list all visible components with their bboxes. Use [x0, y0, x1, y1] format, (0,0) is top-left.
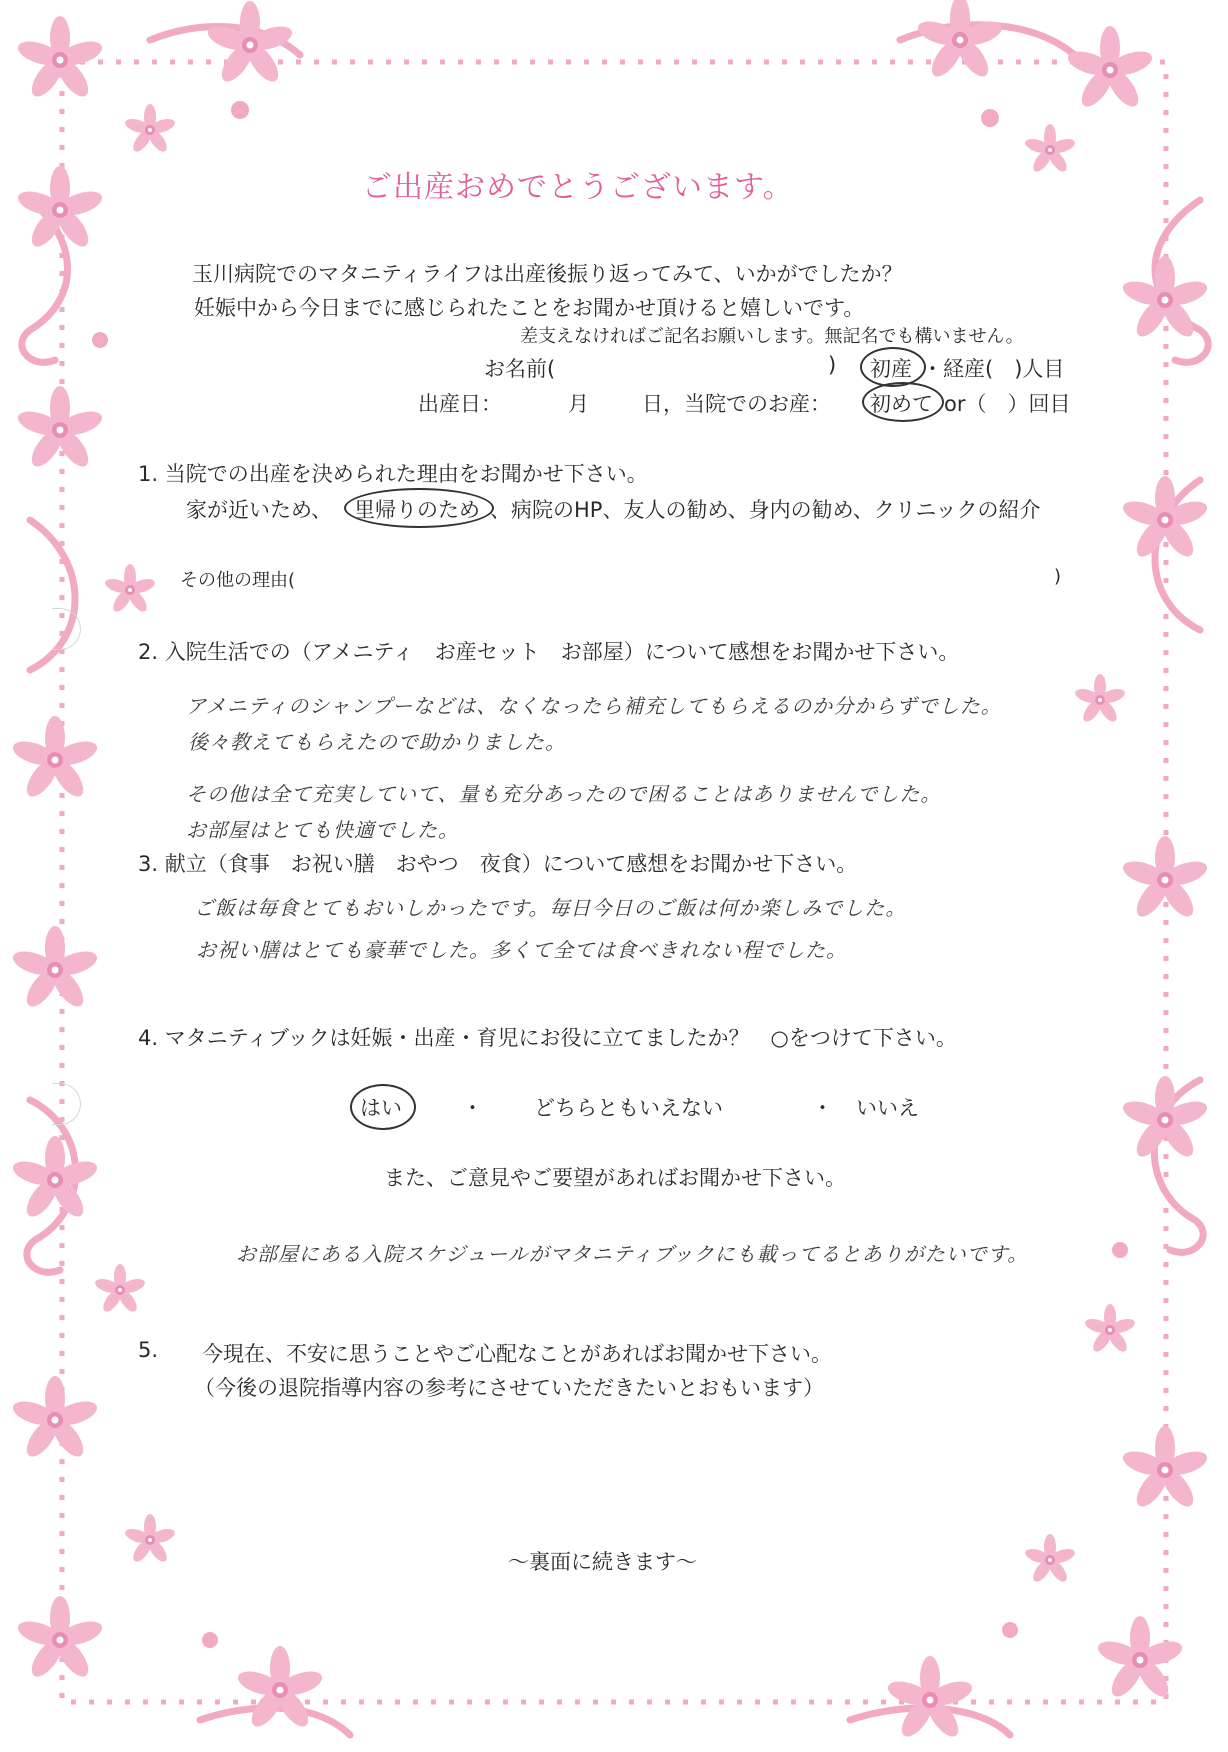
q1-circle — [344, 488, 494, 528]
repeat-count-option: or（ ）回目 — [944, 392, 1071, 416]
intro-line-1: 玉川病院でのマタニティライフは出産後振り返ってみて、いかがでしたか？ — [192, 262, 903, 286]
q4-title: 4. マタニティブックは妊娠・出産・育児にお役に立てましたか？ ○をつけて下さい。 — [138, 1026, 957, 1050]
q1-other-close: ) — [1054, 566, 1062, 587]
q1-other-reason: その他の理由( — [180, 570, 296, 591]
q2-title: 2. 入院生活での（アメニティ お産セット お部屋）について感想をお聞かせ下さい。 — [138, 640, 960, 664]
q5-number: 5. — [138, 1338, 159, 1362]
q4-request: また、ご意見やご要望があればお聞かせ下さい。 — [384, 1166, 846, 1190]
primipara-option: 初産 — [870, 357, 912, 381]
birth-month: 月 — [568, 392, 589, 416]
name-label: お名前( — [484, 357, 556, 381]
q1-title: 1. 当院での出産を決められた理由をお聞かせ下さい。 — [138, 462, 648, 486]
q2-answer-2: 後々教えてもらえたので助かりました。 — [188, 730, 566, 754]
q5-subtitle: （今後の退院指導内容の参考にさせていただきたいとおもいます） — [194, 1376, 824, 1400]
q2-answer-1: アメニティのシャンプーなどは、なくなったら補充してもらえるのか分からずでした。 — [186, 694, 1002, 718]
q4-option-neutral: どちらともいえない — [534, 1096, 723, 1120]
first-time-option: 初めて — [870, 392, 933, 416]
birth-date-label: 出産日： — [418, 392, 502, 416]
primipara-circle — [860, 347, 926, 387]
q4-option-no: いいえ — [856, 1096, 919, 1120]
q3-answer-1: ご飯は毎食とてもおいしかったです。毎日今日のご飯は何か楽しみでした。 — [194, 896, 907, 920]
continued-on-back: ～裏面に続きます～ — [508, 1550, 697, 1574]
q5-title: 今現在、不安に思うことやご心配なことがあればお聞かせ下さい。 — [202, 1342, 832, 1366]
q1-choices-a: 家が近いため、 — [186, 498, 333, 522]
multipara-option: ・経産( )人目 — [922, 357, 1065, 381]
q4-dot-1: ・ — [462, 1096, 483, 1120]
anonymity-note: 差支えなければご記名お願いします。無記名でも構いません。 — [520, 326, 1024, 347]
first-time-circle — [862, 382, 944, 422]
q1-choices-b: 、病院のHP、友人の勧め、身内の勧め、クリニックの紹介 — [490, 498, 1041, 522]
q2-answer-4: お部屋はとても快適でした。 — [186, 818, 459, 842]
q2-answer-3: その他は全て充実していて、量も充分あったので困ることはありませんでした。 — [186, 782, 942, 806]
q3-answer-2: お祝い膳はとても豪華でした。多くて全ては食べきれない程でした。 — [196, 938, 847, 962]
intro-line-2: 妊娠中から今日までに感じられたことをお聞かせ頂けると嬉しいです。 — [194, 296, 865, 320]
page-title: ご出産おめでとうございます。 — [362, 170, 794, 205]
q4-answer: お部屋にある入院スケジュールがマタニティブックにも載ってるとありがたいです。 — [236, 1242, 1029, 1266]
q4-dot-2: ・ — [812, 1096, 833, 1120]
q3-title: 3. 献立（食事 お祝い膳 おやつ 夜食）について感想をお聞かせ下さい。 — [138, 852, 858, 876]
q4-option-yes: はい — [360, 1096, 402, 1120]
birth-day-and-count-label: 日，当院でのお産： — [642, 392, 831, 416]
q4-yes-circle — [350, 1084, 416, 1130]
q1-choice-circled: 里帰りのため — [354, 498, 480, 522]
name-close: ) — [828, 353, 837, 377]
